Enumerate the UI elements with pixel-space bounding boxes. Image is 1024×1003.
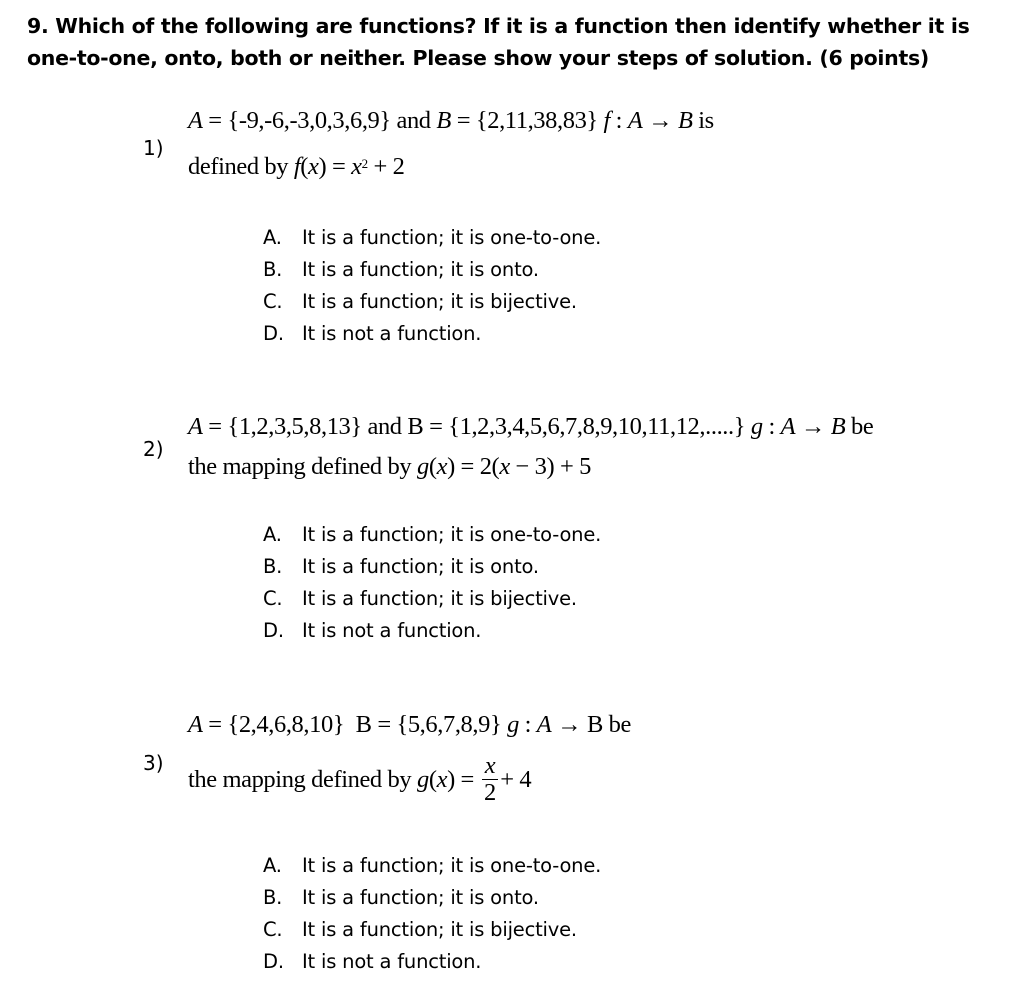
choice-d[interactable]: D. It is not a function. xyxy=(263,619,482,642)
part-2-number: 2) xyxy=(143,437,164,461)
part-2-choices xyxy=(263,519,601,647)
question-line-1: 9. Which of the following are functions? If it is a function then identify whether it is xyxy=(27,14,970,38)
choice-b[interactable]: B. It is a function; it is onto. xyxy=(263,886,539,909)
fraction: $\frac{x}{2}$ xyxy=(482,753,498,806)
part-3-number: 3) xyxy=(143,751,164,775)
part-1-math-line-1: A = {-9,-6,-3,0,3,6,9} and B = {2,11,38,83} f : A → B is xyxy=(188,107,714,134)
part-3-choices xyxy=(263,850,601,978)
choice-c[interactable]: C. It is a function; it is bijective. xyxy=(263,587,577,610)
choice-b[interactable]: B. It is a function; it is onto. xyxy=(263,258,539,281)
question-prompt xyxy=(27,10,1017,74)
choice-c[interactable]: C. It is a function; it is bijective. xyxy=(263,918,577,941)
part-1-choices xyxy=(263,222,601,350)
question-line-2: one-to-one, onto, both or neither. Please show your steps of solution. (6 points) xyxy=(27,46,929,70)
choice-c[interactable]: C. It is a function; it is bijective. xyxy=(263,290,577,313)
part-1-math-line-2: defined by $f(x) = x^2 + 2$ xyxy=(188,153,405,180)
choice-d[interactable]: D. It is not a function. xyxy=(263,322,482,345)
choice-a[interactable]: A. It is a function; it is one-to-one. xyxy=(263,523,602,546)
part-2-math-line-2: the mapping defined by g(x) = 2(x − 3) + 5 xyxy=(188,453,591,480)
choice-b[interactable]: B. It is a function; it is onto. xyxy=(263,555,539,578)
choice-a[interactable]: A. It is a function; it is one-to-one. xyxy=(263,854,602,877)
part-1-number: 1) xyxy=(143,136,164,160)
choice-d[interactable]: D. It is not a function. xyxy=(263,950,482,973)
part-3-math-line-1: A = {2,4,6,8,10} B = {5,6,7,8,9} g : A → B be xyxy=(188,711,631,738)
part-2-math-line-1: A = {1,2,3,5,8,13} and B = {1,2,3,4,5,6,7,8,9,10,11,12,.....} g : A → B be xyxy=(188,413,874,440)
part-3-math-line-2: the mapping defined by g(x) = $\frac{x}{2}$ + 4 xyxy=(188,751,532,806)
choice-a[interactable]: A. It is a function; it is one-to-one. xyxy=(263,226,602,249)
